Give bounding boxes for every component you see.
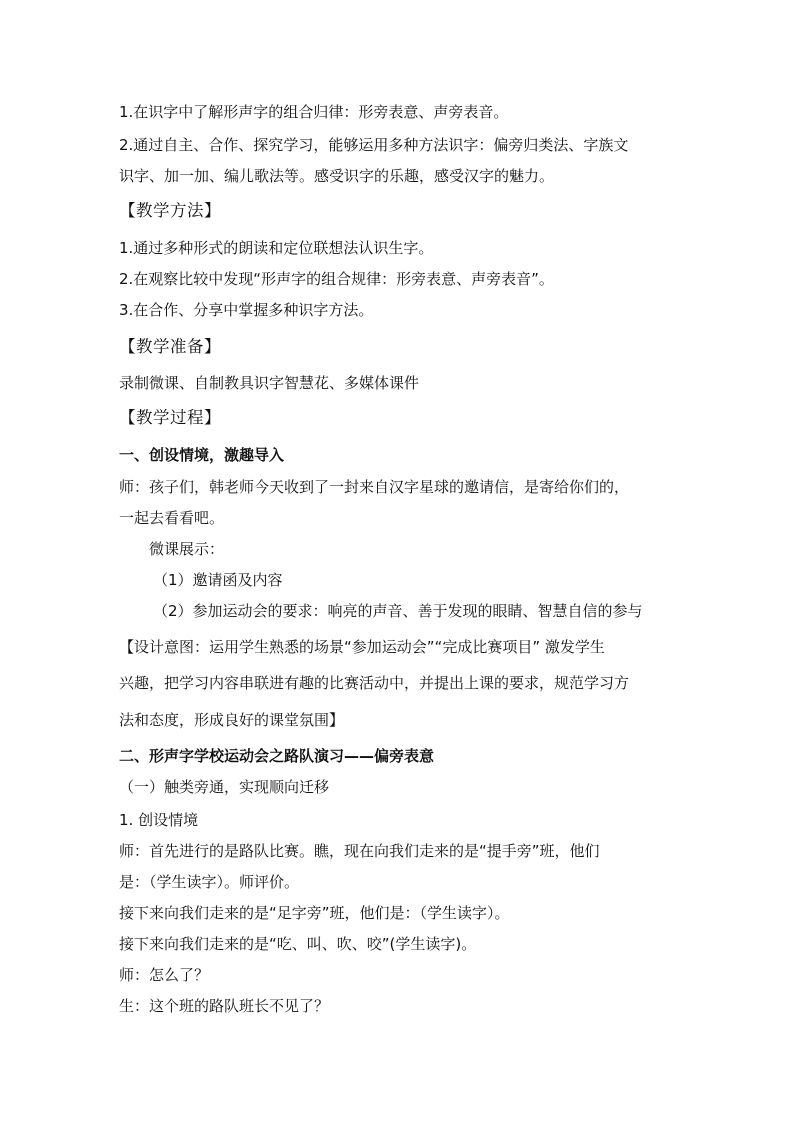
design-intent-3: 法和态度，形成良好的课堂氛围】	[119, 711, 345, 729]
objective-2-cont: 识字、加一加、编儿歌法等。感受识字的乐趣，感受汉字的魅力。	[119, 167, 555, 185]
teacher-line-1: 师：孩子们，韩老师今天收到了一封来自汉字星球的邀请信，是寄给你们的，	[119, 478, 630, 496]
teacher-line-2-cont: 是：（学生读字）。师评价。	[119, 873, 300, 891]
step-1-title: 1. 创设情境	[119, 811, 199, 829]
micro-item-2: （2）参加运动会的要求：响亮的声音、善于发现的眼睛、智慧自信的参与	[153, 602, 643, 620]
micro-item-1: （1）邀请函及内容	[153, 571, 283, 589]
heading-preparation: 【教学准备】	[119, 337, 221, 356]
method-3: 3.在合作、分享中掌握多种识字方法。	[119, 301, 374, 319]
student-answer: 生：这个班的路队班长不见了？	[119, 997, 330, 1015]
objective-1: 1.在识字中了解形声字的组合归律：形旁表意、声旁表音。	[119, 103, 509, 121]
teacher-line-2: 师：首先进行的是路队比赛。瞧，现在向我们走来的是“提手旁”班，他们	[119, 842, 600, 860]
next-class-2: 接下来向我们走来的是“吃、叫、吹、咬”(学生读字)。	[119, 935, 477, 953]
method-2: 2.在观察比较中发现“形声字的组合规律：形旁表意、声旁表音”。	[119, 270, 554, 288]
section-2-title: 二、形声字学校运动会之路队演习——偏旁表意	[119, 747, 435, 765]
design-intent-1: 【设计意图：运用学生熟悉的场景“参加运动会”“完成比赛项目” 激发学生	[119, 638, 605, 656]
teacher-line-1-cont: 一起去看看吧。	[119, 509, 225, 527]
method-1: 1.通过多种形式的朗读和定位联想法认识生字。	[119, 239, 434, 257]
objective-2: 2.通过自主、合作、探究学习，能够运用多种方法识字：偏旁归类法、字族文	[119, 136, 629, 154]
micro-lesson-label: 微课展示：	[149, 540, 225, 558]
next-class-1: 接下来向我们走来的是“足字旁”班，他们是：（学生读字）。	[119, 904, 510, 922]
teacher-question: 师：怎么了？	[119, 966, 210, 984]
design-intent-2: 兴趣，把学习内容串联进有趣的比赛活动中，并提出上课的要求，规范学习方	[119, 674, 630, 692]
heading-teaching-methods: 【教学方法】	[119, 201, 221, 220]
section-1-title: 一、创设情境，激趣导入	[119, 446, 285, 464]
subsection-1-title: （一）触类旁通，实现顺向迁移	[119, 778, 330, 796]
heading-process: 【教学过程】	[119, 408, 221, 427]
preparation-text: 录制微课、自制教具识字智慧花、多媒体课件	[119, 374, 420, 392]
